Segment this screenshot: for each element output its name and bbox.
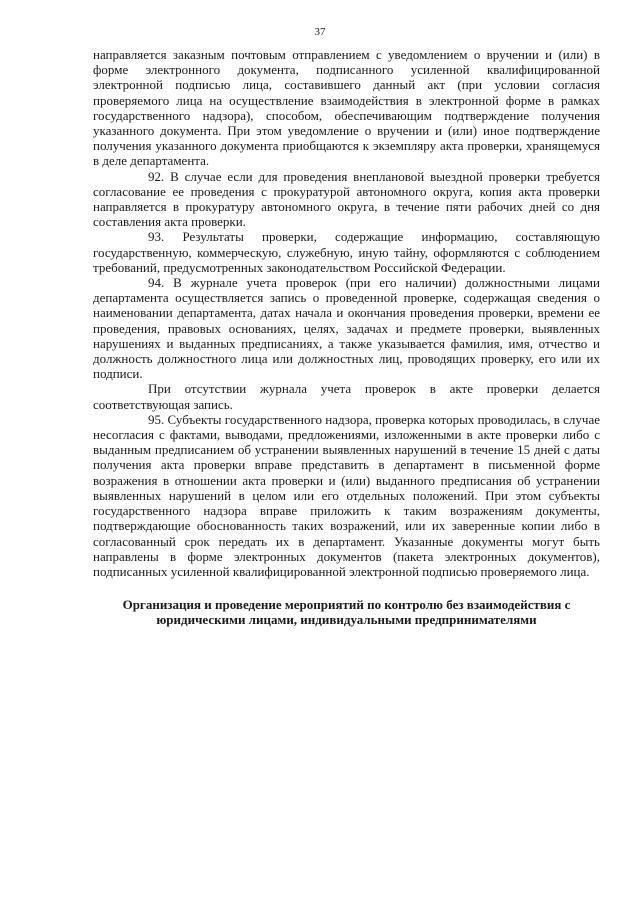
paragraph-94: 94. В журнале учета проверок (при его наличии) должностными лицами департамента осуществляется запись о проведенной проверке, содержащая сведения о наименовании департамента, датах начала и окончания проведения проверки, времени ее проведения, правовых основаниях, целях, задачах и предмете проверки, выявленных нарушениях и выданных предписаниях, а также указывается фамилия, имя, отчество и должность должностного лица или должностных лиц, проводящих проверку, его или их подписи.	[93, 275, 600, 382]
paragraph-continuation: направляется заказным почтовым отправлением с уведомлением о вручении и (или) в форме электронного документа, подписанного усиленной квалифицированной электронной подписью лица, составившего данный акт (при условии согласия проверяемого лица на осуществление взаимодействия в электронной форме в рамках государственного надзора), способом, обеспечивающим подтверждение получения указанного документа. При этом уведомление о вручении и (или) иное подтверждение получения указанного документа приобщаются к экземпляру акта проверки, хранящемуся в деле департамента.	[93, 47, 600, 169]
section-heading: Организация и проведение мероприятий по контролю без взаимодействия с юридическими лицами, индивидуальными предпринимателями	[122, 597, 571, 628]
paragraph-93: 93. Результаты проверки, содержащие информацию, составляющую государственную, коммерческую, служебную, иную тайну, оформляются с соблюдением требований, предусмотренных законодательством Российской Федерации.	[93, 229, 600, 275]
page-number: 37	[314, 26, 326, 38]
document-body	[93, 47, 600, 628]
paragraph-95: 95. Субъекты государственного надзора, проверка которых проводилась, в случае несогласия с фактами, выводами, предложениями, изложенными в акте проверки либо с выданным предписанием об устранении выявленных нарушений в течение 15 дней с даты получения акта проверки вправе представить в департамент в письменной форме возражения в отношении акта проверки и (или) выданного предписания об устранении выявленных нарушений в целом или его отдельных положений. При этом субъекты государственного надзора вправе приложить к таким возражениям документы, подтверждающие обоснованность таких возражений, или их заверенные копии либо в согласованный срок передать их в департамент. Указанные документы могут быть направлены в форме электронных документов (пакета электронных документов), подписанных усиленной квалифицированной электронной подписью проверяемого лица.	[93, 411, 600, 579]
paragraph-92: 92. В случае если для проведения внеплановой выездной проверки требуется согласование ее проведения с прокуратурой автономного округа, копия акта проверки направляется в прокуратуру автономного округа, в течение пяти рабочих дней со дня составления акта проверки.	[93, 168, 600, 230]
paragraph-94-note: При отсутствии журнала учета проверок в акте проверки делается соответствующая запись.	[93, 381, 600, 412]
